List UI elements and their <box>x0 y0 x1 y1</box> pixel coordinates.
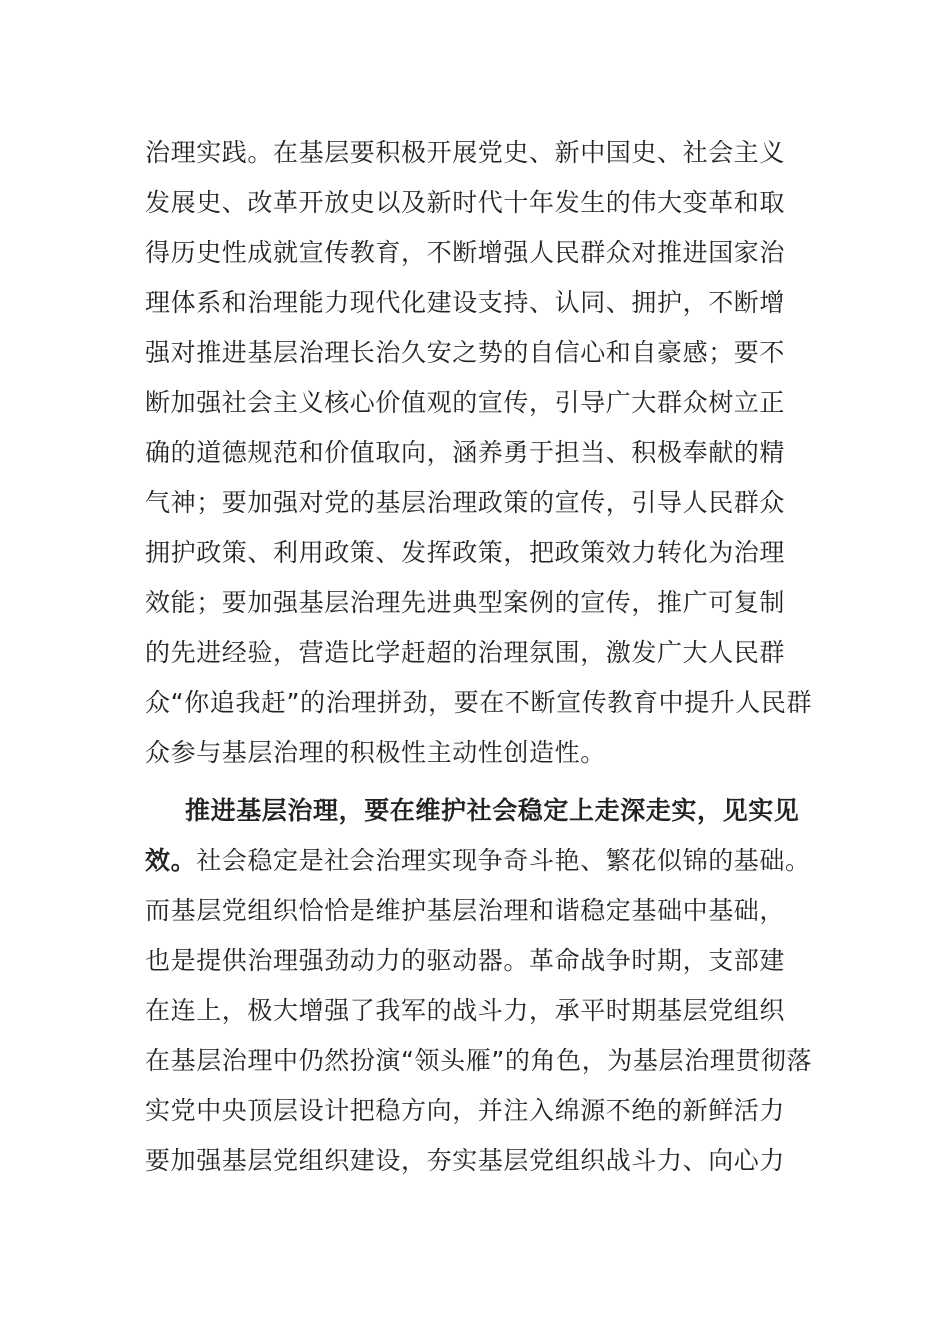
paragraph-line: 众参与基层治理的积极性主动性创造性。 <box>145 738 606 767</box>
paragraph-line: 在基层治理中仍然扮演“领头雁”的角色，为基层治理贯彻落 <box>145 1046 813 1075</box>
heading-ending: 效。 <box>145 846 197 875</box>
paragraph-line: 理体系和治理能力现代化建设支持、认同、拥护，不断增 <box>145 288 786 317</box>
paragraph-line: 效能；要加强基层治理先进典型案例的宣传，推广可复制 <box>145 588 786 617</box>
paragraph-line: 气神；要加强对党的基层治理政策的宣传，引导人民群众 <box>145 488 786 517</box>
paragraph-line: 得历史性成就宣传教育，不断增强人民群众对推进国家治 <box>145 238 786 267</box>
paragraph-line: 也是提供治理强劲动力的驱动器。革命战争时期，支部建 <box>145 946 786 975</box>
paragraph-2 <box>145 786 825 1186</box>
paragraph-line: 治理实践。在基层要积极开展党史、新中国史、社会主义 <box>145 138 786 167</box>
paragraph-line: 众“你追我赶”的治理拼劲，要在不断宣传教育中提升人民群 <box>145 688 813 717</box>
paragraph-line: 拥护政策、利用政策、发挥政策，把政策效力转化为治理 <box>145 538 786 567</box>
paragraph-line: 在连上，极大增强了我军的战斗力，承平时期基层党组织 <box>145 996 786 1025</box>
paragraph-line: 发展史、改革开放史以及新时代十年发生的伟大变革和取 <box>145 188 786 217</box>
paragraph-text: 社会稳定是社会治理实现争奇斗艳、繁花似锦的基础。 <box>196 846 811 875</box>
paragraph-heading: 推进基层治理，要在维护社会稳定上走深走实，见实见 <box>185 796 800 825</box>
paragraph-line: 要加强基层党组织建设，夯实基层党组织战斗力、向心力 <box>145 1146 786 1175</box>
paragraph-line <box>145 836 825 886</box>
paragraph-line: 确的道德规范和价值取向，涵养勇于担当、积极奉献的精 <box>145 438 786 467</box>
paragraph-line: 而基层党组织恰恰是维护基层治理和谐稳定基础中基础， <box>145 896 786 925</box>
paragraph-line: 断加强社会主义核心价值观的宣传，引导广大群众树立正 <box>145 388 786 417</box>
paragraph-line: 强对推进基层治理长治久安之势的自信心和自豪感；要不 <box>145 338 786 367</box>
paragraph-line: 实党中央顶层设计把稳方向，并注入绵源不绝的新鲜活力 <box>145 1096 786 1125</box>
paragraph-line: 的先进经验，营造比学赶超的治理氛围，激发广大人民群 <box>145 638 786 667</box>
paragraph-1 <box>145 128 825 778</box>
